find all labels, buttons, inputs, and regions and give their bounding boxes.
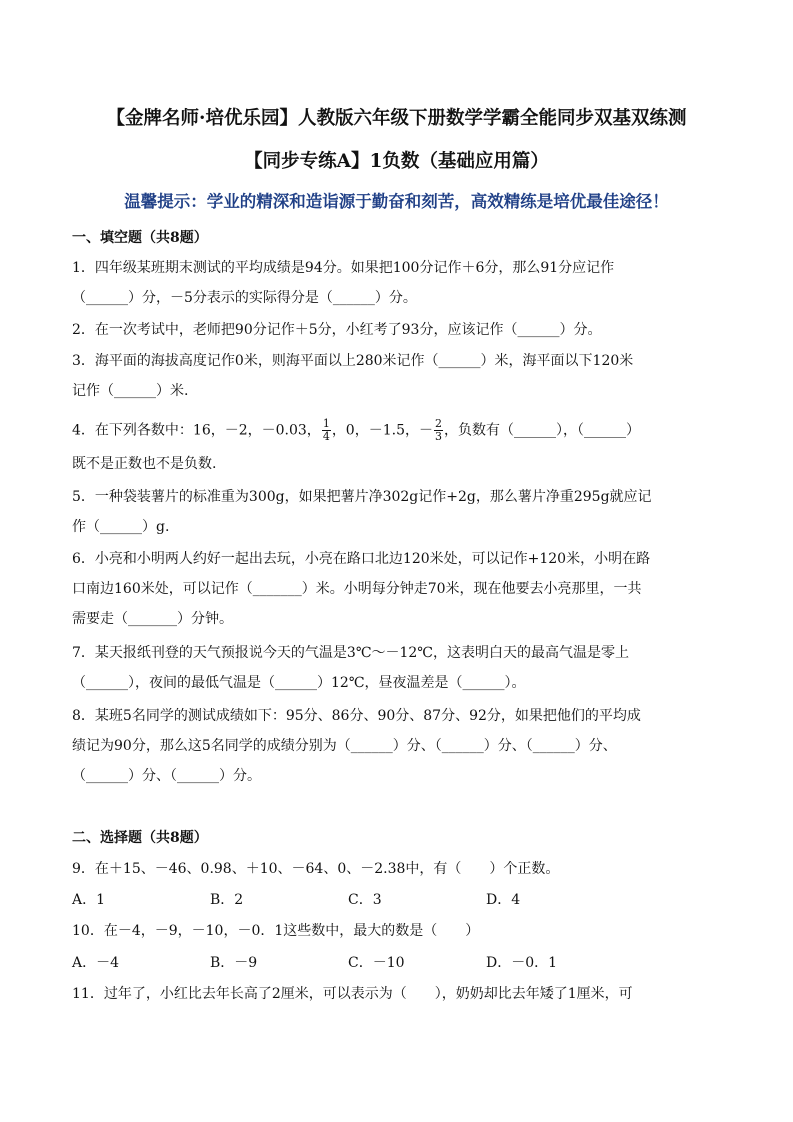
question-5-line-1: 5．一种袋装薯片的标准重为300g，如果把薯片净302g记作+2g，那么薯片净重295g就应记 — [72, 489, 652, 505]
question-3-line-1: 3．海平面的海拔高度记作0米，则海平面以上280米记作（______）米，海平面以下120米 — [72, 353, 634, 369]
question-1-line-2: （______）分，－5分表示的实际得分是（______）分。 — [72, 290, 417, 306]
option-d[interactable]: D．－0．1 — [486, 955, 558, 971]
question-7-line-2: （______），夜间的最低气温是（______）12℃，昼夜温差是（______）。 — [72, 675, 526, 691]
question-8-line-3: （______）分、（______）分。 — [72, 768, 261, 784]
fraction-two-thirds — [434, 418, 443, 443]
option-c[interactable]: C．3 — [348, 892, 382, 908]
section-heading-multiple-choice: 二、选择题（共8题） — [72, 830, 208, 846]
question-4-line-1 — [72, 418, 640, 443]
question-4-prefix: 4．在下列各数中：16，－2，－0.03， — [72, 422, 321, 439]
question-10: 10．在－4，－9，－10，－0．1这些数中，最大的数是（ ） — [72, 923, 480, 939]
question-3-line-2: 记作（______）米. — [72, 383, 189, 399]
tip-banner: 温馨提示：学业的精深和造诣源于勤奋和刻苦，高效精练是培优最佳途径！ — [124, 192, 669, 211]
document-subtitle: 【同步专练A】1负数（基础应用篇） — [244, 151, 549, 172]
question-11: 11．过年了，小红比去年长高了2厘米，可以表示为（ ），奶奶却比去年矮了1厘米，可 — [72, 986, 633, 1002]
fraction-one-quarter — [322, 418, 331, 443]
question-5-line-2: 作（______）g. — [72, 519, 170, 535]
fraction-denominator: 3 — [434, 430, 442, 443]
option-b[interactable]: B．－9 — [210, 955, 258, 971]
question-10-options — [72, 953, 624, 973]
question-2-line-1: 2．在一次考试中，老师把90分记作＋5分，小红考了93分，应该记作（______）分。 — [72, 322, 602, 338]
fraction-denominator: 4 — [322, 430, 330, 443]
option-b[interactable]: B．2 — [210, 892, 244, 908]
question-9: 9．在＋15、－46、0.98、＋10、－64、0、－2.38中，有（ ）个正数。 — [72, 861, 560, 877]
question-6-line-2: 口南边160米处，可以记作（_______）米。小明每分钟走70米，现在他要去小亮那里，一共 — [72, 581, 642, 597]
fraction-numerator: 2 — [434, 417, 442, 430]
question-7-line-1: 7．某天报纸刊登的天气预报说今天的气温是3℃～－12℃，这表明白天的最高气温是零上 — [72, 645, 629, 661]
option-a[interactable]: A．1 — [72, 892, 106, 908]
question-8-line-2: 绩记为90分，那么这5名同学的成绩分别为（______）分、（______）分、（______）分、 — [72, 738, 617, 754]
question-8-line-1: 8．某班5名同学的测试成绩如下：95分、86分、90分、87分、92分，如果把他们的平均成 — [72, 708, 641, 724]
question-6-line-3: 需要走（_______）分钟。 — [72, 611, 233, 627]
fraction-numerator: 1 — [322, 417, 330, 430]
option-c[interactable]: C．－10 — [348, 955, 405, 971]
section-heading-fill-in: 一、填空题（共8题） — [72, 230, 208, 246]
question-1-line-1: 1．四年级某班期末测试的平均成绩是94分。如果把100分记作＋6分，那么91分应记作 — [72, 260, 615, 276]
question-4-middle: ，0，－1.5，－ — [331, 422, 433, 439]
document-title: 【金牌名师·培优乐园】人教版六年级下册数学学霸全能同步双基双练测 — [106, 108, 687, 129]
option-a[interactable]: A．－4 — [72, 955, 120, 971]
question-6-line-1: 6．小亮和小明两人约好一起出去玩，小亮在路口北边120米处，可以记作+120米，小明在路 — [72, 551, 651, 567]
question-9-options — [72, 890, 624, 910]
option-d[interactable]: D．4 — [486, 892, 521, 908]
question-4-line-2: 既不是正数也不是负数. — [72, 456, 217, 472]
question-4-suffix: ，负数有（______），（______） — [443, 422, 640, 439]
